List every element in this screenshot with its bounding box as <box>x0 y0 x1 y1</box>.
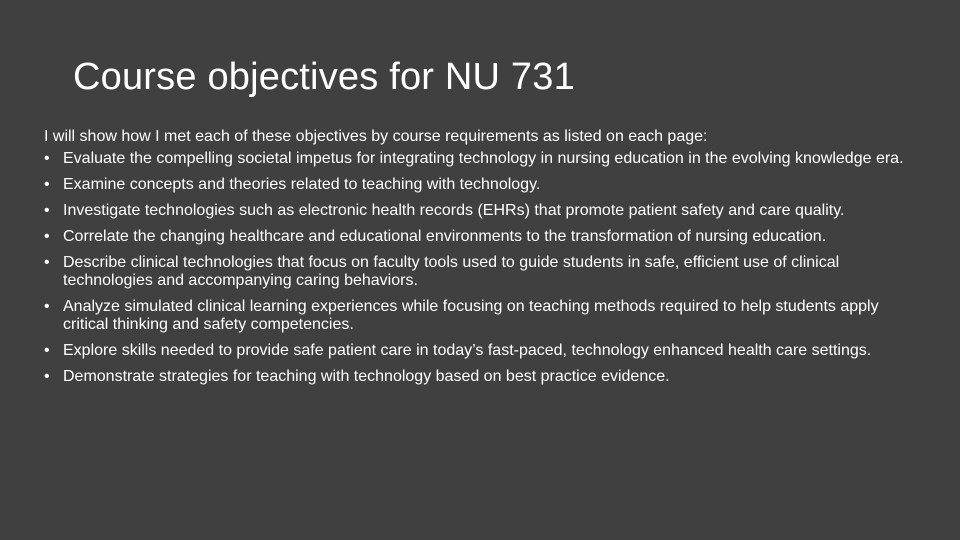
bullet-icon: • <box>44 368 50 385</box>
objective-text: Investigate technologies such as electronic health records (EHRs) that promote patient safety and care quality. <box>63 202 845 219</box>
objective-item <box>44 254 914 290</box>
objective-text: Correlate the changing healthcare and educational environments to the transformation of nursing education. <box>63 228 827 245</box>
objective-text: Describe clinical technologies that focus on faculty tools used to guide students in safe, efficient use of clinical technologies and accompanying caring behaviors. <box>63 254 840 289</box>
bullet-icon: • <box>44 298 50 315</box>
objectives-list <box>44 150 914 386</box>
objective-item <box>44 228 914 246</box>
bullet-icon: • <box>44 254 50 271</box>
bullet-icon: • <box>44 176 50 193</box>
objective-text: Evaluate the compelling societal impetus for integrating technology in nursing education in the evolving knowledge era. <box>63 150 904 167</box>
objective-item <box>44 298 914 334</box>
objective-text: Demonstrate strategies for teaching with technology based on best practice evidence. <box>63 368 670 385</box>
objective-item <box>44 202 914 220</box>
objective-item <box>44 342 914 360</box>
bullet-icon: • <box>44 202 50 219</box>
objective-item <box>44 176 914 194</box>
bullet-icon: • <box>44 342 50 359</box>
objective-text: Examine concepts and theories related to teaching with technology. <box>63 176 541 193</box>
objective-item <box>44 150 914 168</box>
objective-item <box>44 368 914 386</box>
intro-text: I will show how I met each of these objectives by course requirements as listed on each page: <box>44 128 708 145</box>
slide-body <box>44 128 914 394</box>
objective-text: Analyze simulated clinical learning experiences while focusing on teaching methods required to help students apply critical thinking and safety competencies. <box>63 298 879 333</box>
bullet-icon: • <box>44 228 50 245</box>
objective-text: Explore skills needed to provide safe patient care in today’s fast-paced, technology enhanced health care settings. <box>63 342 872 359</box>
slide-title: Course objectives for NU 731 <box>73 56 575 98</box>
bullet-icon: • <box>44 150 50 167</box>
